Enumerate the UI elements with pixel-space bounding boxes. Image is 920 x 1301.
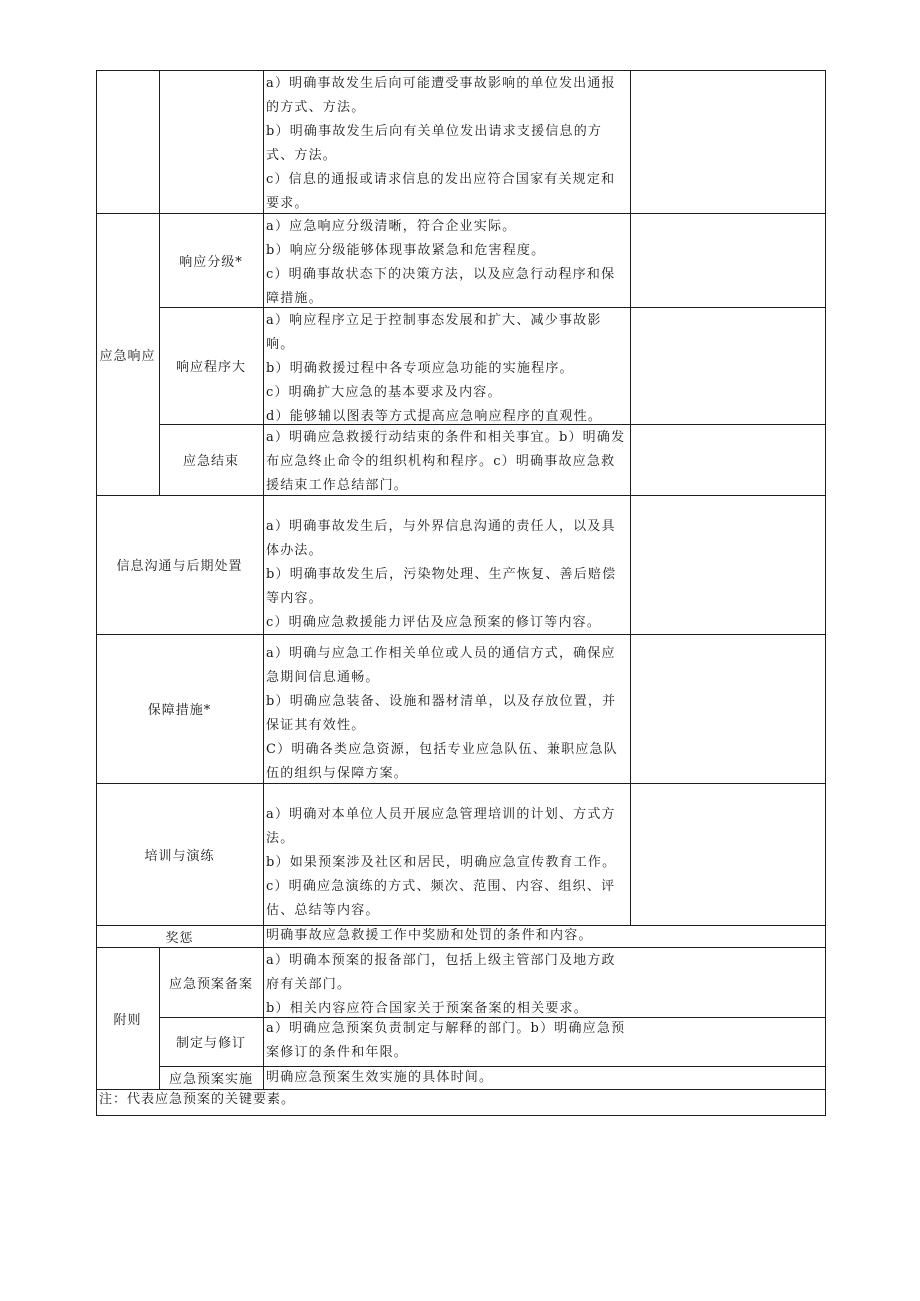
list-item: b）明确救援过程中各专项应急功能的实施程序。 xyxy=(266,361,574,376)
list-item: C）明确各类应急资源，包括专业应急队伍、兼职应急队伍的组织与保障方案。 xyxy=(266,742,618,781)
list-item: c）信息的通报或请求信息的发出应符合国家有关规定和要求。 xyxy=(266,172,616,211)
list-item: a）明确对本单位人员开展应急管理培训的计划、方式方法。 xyxy=(266,807,616,846)
safeguard-content xyxy=(263,634,630,783)
emergency-end-label: 应急结束 xyxy=(182,454,239,469)
response-grading-label: 响应分级* xyxy=(179,254,243,270)
table-border-bottom xyxy=(96,1115,826,1116)
training-content xyxy=(263,783,630,925)
list-item: c）明确应急演练的方式、频次、范围、内容、组织、评估、总结等内容。 xyxy=(266,879,616,918)
list-item: b）明确事故发生后向有关单位发出请求支援信息的方式、方法。 xyxy=(266,124,603,163)
info-comm-label: 信息沟通与后期处置 xyxy=(116,559,243,574)
reward-content xyxy=(263,925,826,947)
reward-label: 奖惩 xyxy=(165,930,194,946)
response-procedure-label: 响应程序大 xyxy=(175,360,246,375)
list-item: a）明确事故发生后向可能遭受事故影响的单位发出通报的方式、方法。 xyxy=(266,76,616,115)
plan-implement-label: 应急预案实施 xyxy=(168,1072,253,1087)
plan-revision-label: 制定与修订 xyxy=(175,1036,246,1051)
emergency-end-content xyxy=(263,424,630,495)
plan-filing-content xyxy=(263,947,630,1017)
response-procedure-content xyxy=(263,307,630,424)
requirements-table xyxy=(96,70,826,1116)
list-item: c）明确事故状态下的决策方法，以及应急行动程序和保障措施。 xyxy=(266,267,616,306)
plan-revision-content xyxy=(263,1017,630,1066)
safeguard-label: 保障措施* xyxy=(147,703,212,718)
list-item: d）能够辅以图表等方式提高应急响应程序的直观性。 xyxy=(266,409,603,424)
list-item: b）明确事故发生后，污染物处理、生产恢复、善后赔偿等内容。 xyxy=(266,567,617,606)
list-item: a）明确事故发生后，与外界信息沟通的责任人，以及具体办法。 xyxy=(266,519,616,558)
list-item: a）明确本预案的报备部门，包括上级主管部门及地方政府有关部门。 xyxy=(266,953,616,992)
info-comm-content xyxy=(263,495,630,634)
list-item: a）明确与应急工作相关单位或人员的通信方式，确保应急期间信息通畅。 xyxy=(266,646,616,685)
list-item: a）应急响应分级清晰，符合企业实际。 xyxy=(266,219,517,234)
list-item: b）响应分级能够体现事故紧急和危害程度。 xyxy=(266,243,546,258)
list-item: c）明确扩大应急的基本要求及内容。 xyxy=(266,385,502,400)
divider-v xyxy=(630,70,631,925)
table-border-right xyxy=(825,70,826,1116)
footnote: 注：代表应急预案的关键要素。 xyxy=(99,1092,296,1107)
notify-content xyxy=(263,70,630,213)
training-label: 培训与演练 xyxy=(144,848,215,864)
response-grading-content xyxy=(263,213,630,307)
list-item: c）明确应急救援能力评估及应急预案的修订等内容。 xyxy=(266,615,602,630)
emergency-response-label: 应急响应 xyxy=(99,348,156,364)
plan-filing-label: 应急预案备案 xyxy=(168,976,253,992)
list-item: a）响应程序立足于控制事态发展和扩大、减少事故影响。 xyxy=(266,313,602,352)
list-item: 明确应急预案生效实施的具体时间。 xyxy=(266,1070,494,1085)
list-item: b）明确应急装备、设施和器材清单，以及存放位置，并保证其有效性。 xyxy=(266,694,617,733)
plan-implement-content xyxy=(263,1066,630,1089)
list-item: b）如果预案涉及社区和居民，明确应急宣传教育工作。 xyxy=(266,855,617,870)
list-item: a）明确应急救援行动结束的条件和相关事宜。b）明确发布应急终止命令的组织机构和程序。c）明确事故应急救援结束工作总结部门。 xyxy=(266,430,626,493)
list-item: a）明确应急预案负责制定与解释的部门。b）明确应急预案修订的条件和年限。 xyxy=(266,1021,626,1060)
appendix-label: 附则 xyxy=(113,1012,142,1028)
list-item: b）相关内容应符合国家关于预案备案的相关要求。 xyxy=(266,1001,588,1016)
list-item: 明确事故应急救援工作中奖励和处罚的条件和内容。 xyxy=(266,928,593,943)
